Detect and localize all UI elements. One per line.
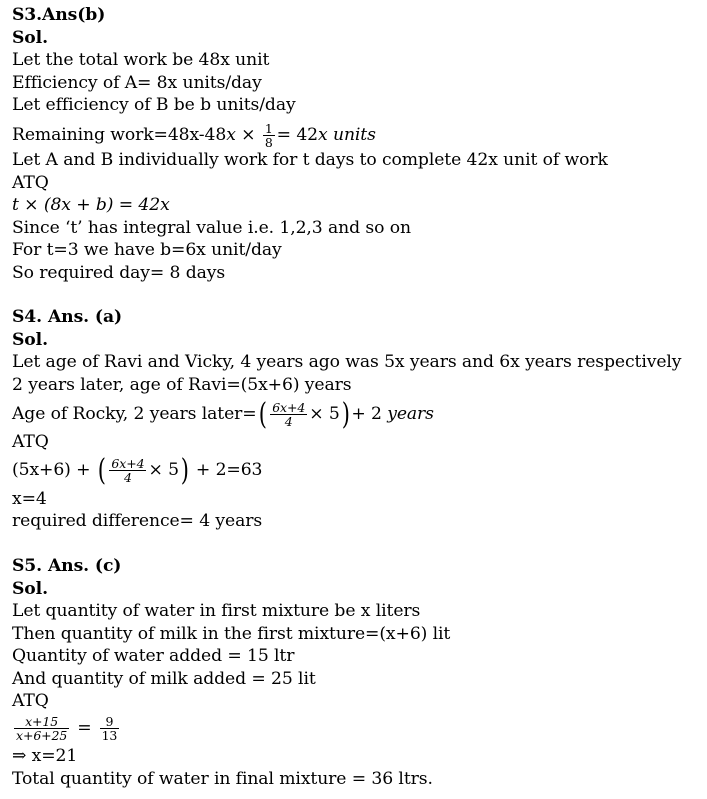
s5-line-1: Let quantity of water in first mixture be x liters [12,601,421,621]
s4-line-3-pre: Age of Rocky, 2 years later= [12,404,257,424]
s4-line-3-denominator: 4 [284,414,293,429]
s4-line-3-numerator: 6x+4 [272,400,306,415]
s3-line-9: For t=3 we have b=6x unit/day [12,240,282,260]
s3-line-10: So required day= 8 days [12,263,226,283]
s3-sol-label: Sol. [12,28,48,48]
s3-fraction [263,122,275,149]
s3-line-4-times: × [235,125,261,145]
s4-line-5-open-paren: ( [97,452,106,488]
s5-left-fraction [14,715,69,742]
s4-heading: S4. Ans. (a) [12,307,123,327]
s4-line-5-pre: (5x+6) + [12,460,96,480]
s3-line-5: Let A and B individually work for t days to complete 42x unit of work [12,150,608,170]
s3-line-8: Since ‘t’ has integral value i.e. 1,2,3 and so on [12,218,411,238]
s5-line-3: Quantity of water added = 15 ltr [12,646,295,666]
s5-line-2: Then quantity of milk in the first mixture=(x+6) lit [12,624,451,644]
s4-line-5-close-paren: ) [180,452,189,488]
s4-line-3-open-paren: ( [258,396,267,432]
s4-line-3-mid: × 5 [309,404,340,424]
s3-line-4 [12,119,376,151]
s3-line-4-var: x units [318,125,376,145]
s4-line-6: x=4 [12,489,47,509]
s4-line-5-fraction [109,457,146,484]
s3-line-7: t × (8x + b) = 42x [12,195,170,215]
s5-line-8: Total quantity of water in final mixture = 36 ltrs. [12,769,433,789]
s5-right-numerator: 9 [100,715,120,729]
s4-line-5-mid: × 5 [148,460,179,480]
s5-line-5: ATQ [12,691,49,711]
s4-line-5-denominator: 4 [124,470,132,485]
s5-left-numerator: x+15 [14,715,69,729]
s5-equals: = [77,718,92,738]
s5-line-6 [12,710,121,746]
s5-line-4: And quantity of milk added = 25 lit [12,669,316,689]
s4-line-1: Let age of Ravi and Vicky, 4 years ago was 5x years and 6x years respectively [12,352,682,372]
s5-right-fraction [100,715,120,742]
s5-right-denominator: 13 [101,728,118,743]
s4-line-4: ATQ [12,432,49,452]
s3-line-2: Efficiency of A= 8x units/day [12,73,262,93]
s4-line-3-close-paren: ) [341,396,350,432]
s5-heading: S5. Ans. (c) [12,556,122,576]
s3-fraction-numerator: 1 [264,121,273,136]
s3-line-4-post: = 42 [276,125,319,145]
s5-line-7: ⇒ x=21 [12,746,78,766]
s4-line-3-var: years [387,404,434,424]
s3-fraction-denominator: 8 [264,135,273,150]
s4-line-7: required difference= 4 years [12,511,263,531]
s4-line-5-numerator: 6x+4 [111,456,145,471]
s4-line-2: 2 years later, age of Ravi=(5x+6) years [12,375,352,395]
s3-line-1: Let the total work be 48x unit [12,50,270,70]
s4-line-3-fraction [270,401,307,428]
s3-line-4-x: x [226,125,236,145]
s3-line-3: Let efficiency of B be b units/day [12,95,296,115]
s3-line-4-pre: Remaining work=48x-48 [12,125,227,145]
s4-line-3 [12,397,434,431]
s3-heading: S3.Ans(b) [12,5,106,25]
s4-line-5-post: + 2=63 [190,460,263,480]
s4-line-3-post: + 2 [351,404,388,424]
s5-left-denominator: x+6+25 [16,728,68,743]
s3-line-6: ATQ [12,173,49,193]
s4-line-5 [12,453,262,487]
s5-sol-label: Sol. [12,579,48,599]
s4-sol-label: Sol. [12,330,48,350]
